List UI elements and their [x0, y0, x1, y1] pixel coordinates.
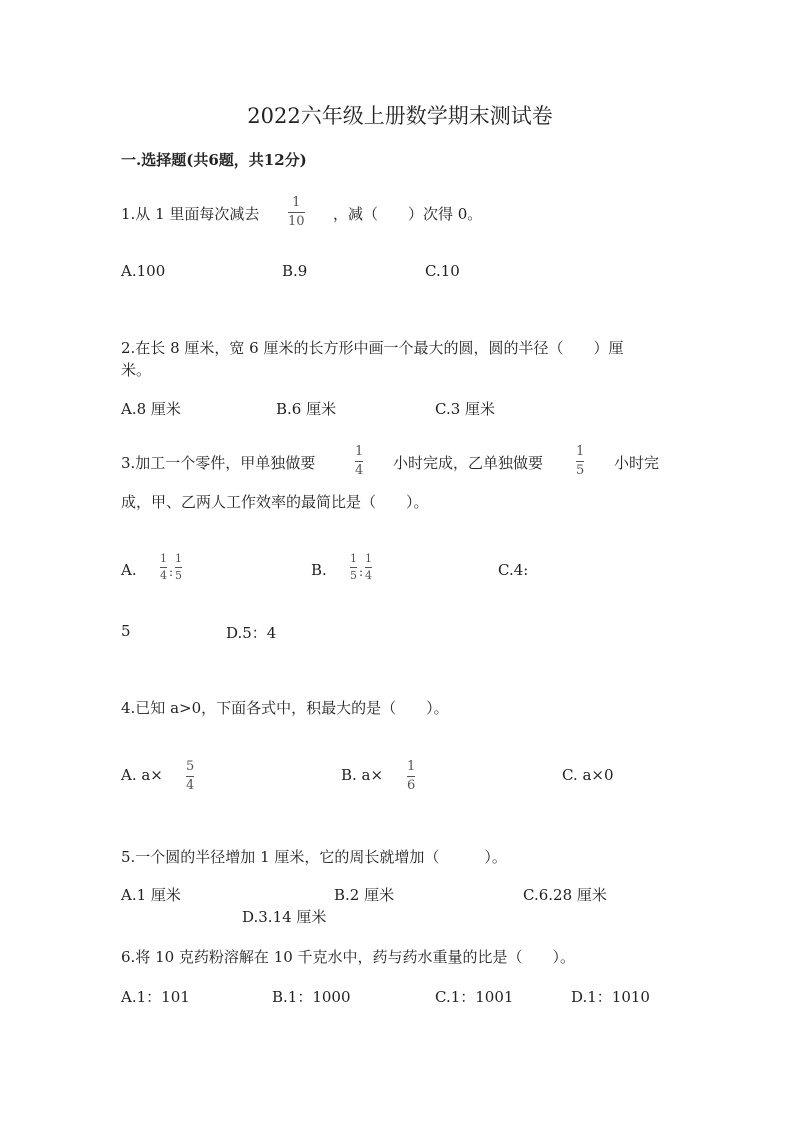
fraction-denominator: 10	[288, 214, 305, 229]
question-3-option-c-continued: 5	[121, 622, 131, 640]
question-2-stem-line-2: 米。	[121, 361, 152, 379]
question-2-option-b[interactable]: B.6 厘米	[276, 400, 337, 418]
question-1-fraction	[288, 196, 305, 229]
ratio-colon: :	[169, 564, 174, 579]
fraction-denominator: 6	[407, 778, 416, 793]
section-header: 一.选择题(共6题，共12分)	[121, 151, 307, 169]
fraction-bar	[160, 567, 167, 568]
question-6-option-a[interactable]: A.1：101	[121, 988, 190, 1006]
fraction-numerator: 1	[350, 552, 357, 565]
fraction-denominator: 5	[576, 463, 585, 478]
question-5-stem: 5.一个圆的半径增加 1 厘米，它的周长就增加（ ）。	[121, 848, 507, 866]
fraction-bar	[365, 567, 372, 568]
ratio-fraction-right	[175, 553, 182, 582]
fraction-denominator: 4	[160, 569, 167, 582]
question-5-option-a[interactable]: A.1 厘米	[121, 886, 181, 904]
ratio-fraction-left	[350, 553, 357, 582]
question-6-option-d[interactable]: D.1：1010	[571, 988, 650, 1006]
question-4-option-c[interactable]: C. a×0	[562, 766, 614, 784]
fraction-bar	[186, 776, 194, 777]
question-3-option-a-ratio[interactable]	[160, 553, 182, 582]
fraction-bar	[350, 567, 357, 568]
fraction-numerator: 1	[160, 552, 167, 565]
question-4-stem: 4.已知 a>0，下面各式中，积最大的是（ ）。	[121, 699, 449, 717]
question-3-option-b-label[interactable]: B.	[311, 561, 327, 579]
question-1-stem-end: ，减（ ）次得 0。	[333, 205, 483, 223]
question-5-option-c[interactable]: C.6.28 厘米	[523, 886, 607, 904]
fraction-numerator: 1	[365, 552, 373, 565]
question-3-stem-line-2: 成，甲、乙两人工作效率的最简比是（ ）。	[121, 493, 429, 511]
fraction-numerator: 1	[355, 444, 364, 459]
fraction-numerator: 1	[175, 552, 183, 565]
question-3-option-a-label[interactable]: A.	[121, 561, 137, 579]
fraction-numerator: 1	[292, 195, 301, 210]
question-3-stem-end: 小时完	[614, 454, 660, 472]
question-3-stem-middle: 小时完成，乙单独做要	[393, 454, 544, 472]
question-4-option-a-fraction	[186, 760, 194, 793]
fraction-denominator: 5	[350, 569, 357, 582]
question-6-option-c[interactable]: C.1：1001	[435, 988, 514, 1006]
ratio-fraction-left	[160, 553, 167, 582]
page-title: 2022六年级上册数学期末测试卷	[247, 104, 553, 128]
fraction-bar	[288, 212, 305, 213]
question-6-option-b[interactable]: B.1：1000	[272, 988, 351, 1006]
question-3-fraction-1	[355, 445, 363, 478]
ratio-fraction-right	[365, 553, 372, 582]
fraction-numerator: 1	[407, 759, 416, 774]
fraction-bar	[407, 776, 415, 777]
fraction-denominator: 5	[175, 569, 183, 582]
question-2-option-c[interactable]: C.3 厘米	[435, 400, 496, 418]
ratio-colon: :	[359, 564, 364, 579]
question-3-option-b-ratio[interactable]	[350, 553, 372, 582]
question-3-stem-start: 3.加工一个零件，甲单独做要	[121, 454, 316, 472]
question-2-stem-line-1: 2.在长 8 厘米，宽 6 厘米的长方形中画一个最大的圆，圆的半径（ ）厘	[121, 339, 624, 357]
question-1-option-a[interactable]: A.100	[121, 262, 166, 280]
fraction-numerator: 1	[576, 444, 585, 459]
fraction-bar	[355, 461, 363, 462]
fraction-denominator: 4	[365, 569, 373, 582]
fraction-denominator: 4	[355, 463, 364, 478]
fraction-bar	[576, 461, 584, 462]
question-4-option-b-label[interactable]: B. a×	[341, 766, 384, 784]
fraction-denominator: 4	[186, 778, 195, 793]
question-5-option-d[interactable]: D.3.14 厘米	[242, 908, 327, 926]
question-6-stem: 6.将 10 克药粉溶解在 10 千克水中，药与药水重量的比是（ ）。	[121, 948, 576, 966]
question-2-option-a[interactable]: A.8 厘米	[121, 400, 181, 418]
fraction-numerator: 5	[186, 759, 195, 774]
question-5-option-b[interactable]: B.2 厘米	[334, 886, 395, 904]
question-1-stem-start: 1.从 1 里面每次减去	[121, 205, 260, 223]
question-4-option-a-label[interactable]: A. a×	[121, 766, 163, 784]
question-3-option-d[interactable]: D.5：4	[226, 624, 277, 642]
fraction-bar	[175, 567, 182, 568]
question-1-option-c[interactable]: C.10	[425, 262, 460, 280]
question-4-option-b-fraction	[407, 760, 415, 793]
question-3-option-c[interactable]: C.4:	[498, 561, 529, 579]
question-3-fraction-2	[576, 445, 584, 478]
question-1-option-b[interactable]: B.9	[282, 262, 308, 280]
